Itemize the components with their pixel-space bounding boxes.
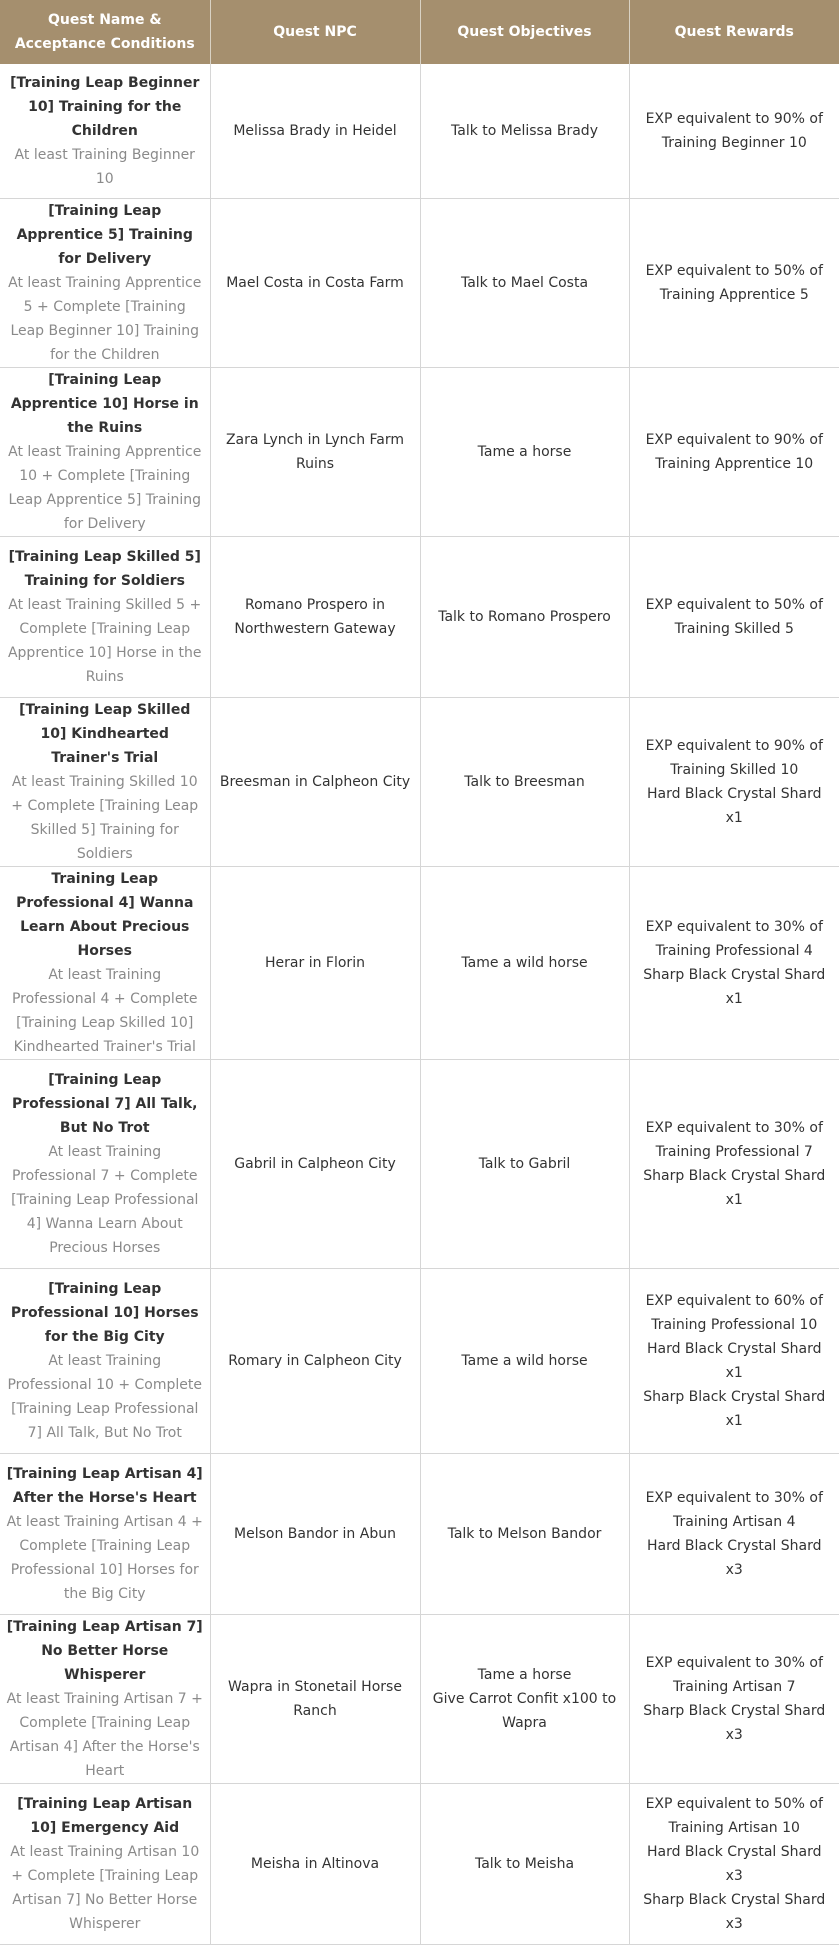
table-header (0, 0, 839, 64)
quest-objective: Tame a wild horse (461, 954, 588, 971)
quest-objectives-cell (420, 1268, 629, 1453)
quest-objective: Talk to Breesman (464, 773, 585, 790)
quest-objective: Tame a horse (477, 1666, 572, 1683)
quest-rewards-cell (629, 866, 839, 1059)
quest-name-cell (0, 866, 210, 1059)
quest-name-cell (0, 697, 210, 866)
quest-reward: EXP equivalent to 60% of Training Professional 10 (645, 1292, 823, 1333)
quest-name-cell (0, 1059, 210, 1268)
quest-objectives-cell (420, 64, 629, 198)
quest-reward: EXP equivalent to 50% of Training Apprentice 5 (645, 262, 823, 303)
quest-npc-cell: Meisha in Altinova (210, 1783, 420, 1944)
header-quest-objectives: Quest Objectives (420, 0, 629, 64)
quest-npc-cell: Breesman in Calpheon City (210, 697, 420, 866)
quest-reward: Hard Black Crystal Shard x1 (646, 785, 822, 826)
quest-rewards-cell (629, 64, 839, 198)
quest-rewards-cell (629, 1453, 839, 1614)
quest-reward: Sharp Black Crystal Shard x1 (643, 1388, 826, 1429)
quest-name-cell (0, 536, 210, 697)
quest-name-cell (0, 367, 210, 536)
quest-objective: Talk to Gabril (478, 1155, 571, 1172)
quest-reward: Sharp Black Crystal Shard x1 (643, 966, 826, 1007)
quest-reward: EXP equivalent to 50% of Training Skilled 5 (645, 596, 823, 637)
quest-reward: EXP equivalent to 30% of Training Artisan 7 (645, 1654, 823, 1695)
quest-name: [Training Leap Artisan 7] No Better Horse Whisperer (6, 1618, 203, 1683)
quest-reward: EXP equivalent to 90% of Training Apprentice 10 (645, 431, 823, 472)
quest-reward: EXP equivalent to 90% of Training Beginner 10 (645, 110, 823, 151)
quest-name-cell (0, 1453, 210, 1614)
quest-objectives-cell (420, 198, 629, 367)
quest-objectives-cell (420, 1614, 629, 1783)
quest-reward: EXP equivalent to 90% of Training Skilled 10 (645, 737, 823, 778)
quest-condition: At least Training Professional 4 + Complete [Training Leap Skilled 10] Kindhearted Trainer's Trial (11, 966, 198, 1055)
quest-objectives-cell (420, 1783, 629, 1944)
table-row (0, 1783, 839, 1944)
quest-name-cell (0, 64, 210, 198)
quest-objective: Talk to Meisha (474, 1855, 575, 1872)
quest-reward: Hard Black Crystal Shard x3 (646, 1843, 822, 1884)
quest-condition: At least Training Professional 7 + Complete [Training Leap Professional 4] Wanna Learn About Precious Horses (11, 1143, 199, 1256)
quest-reward: Sharp Black Crystal Shard x3 (643, 1891, 826, 1932)
quest-condition: At least Training Artisan 4 + Complete [Training Leap Professional 10] Horses for the Big City (6, 1513, 203, 1602)
quest-objectives-cell (420, 697, 629, 866)
quest-objective: Talk to Melissa Brady (451, 122, 598, 139)
quest-condition: At least Training Artisan 10 + Complete [Training Leap Artisan 7] No Better Horse Whisperer (10, 1843, 200, 1932)
quest-name: Training Leap Professional 4] Wanna Learn About Precious Horses (16, 870, 194, 959)
quest-reward: Sharp Black Crystal Shard x1 (643, 1167, 826, 1208)
header-quest-npc: Quest NPC (210, 0, 420, 64)
quest-objective: Give Carrot Confit x100 to Wapra (432, 1690, 617, 1731)
quest-rewards-cell (629, 1614, 839, 1783)
quest-name: [Training Leap Skilled 10] Kindhearted Trainer's Trial (19, 701, 191, 766)
quest-npc-cell: Romano Prospero in Northwestern Gateway (210, 536, 420, 697)
quest-reward: EXP equivalent to 50% of Training Artisan 10 (645, 1795, 823, 1836)
quest-npc-cell: Wapra in Stonetail Horse Ranch (210, 1614, 420, 1783)
quest-rewards-cell (629, 536, 839, 697)
quest-condition: At least Training Professional 10 + Complete [Training Leap Professional 7] All Talk, But No Trot (7, 1352, 202, 1441)
quest-reward: EXP equivalent to 30% of Training Professional 7 (645, 1119, 823, 1160)
quest-objectives-cell (420, 367, 629, 536)
quest-name: [Training Leap Artisan 4] After the Horse's Heart (6, 1465, 203, 1506)
quest-name: [Training Leap Apprentice 5] Training for Delivery (16, 202, 193, 267)
table-row (0, 536, 839, 697)
quest-rewards-cell (629, 367, 839, 536)
quest-npc-cell: Mael Costa in Costa Farm (210, 198, 420, 367)
quest-name-cell (0, 1268, 210, 1453)
quest-condition: At least Training Apprentice 10 + Complete [Training Leap Apprentice 5] Training for Delivery (8, 443, 202, 532)
quest-objective: Talk to Mael Costa (460, 274, 589, 291)
header-row (0, 0, 839, 64)
quest-reward: Hard Black Crystal Shard x3 (646, 1537, 822, 1578)
header-quest-rewards: Quest Rewards (629, 0, 839, 64)
quest-name-cell (0, 198, 210, 367)
table-body (0, 64, 839, 1944)
quest-name: [Training Leap Artisan 10] Emergency Aid (17, 1795, 193, 1836)
quest-condition: At least Training Artisan 7 + Complete [Training Leap Artisan 4] After the Horse's Heart (6, 1690, 203, 1779)
quest-objective: Tame a horse (477, 443, 572, 460)
quest-npc-cell: Zara Lynch in Lynch Farm Ruins (210, 367, 420, 536)
quest-rewards-cell (629, 1783, 839, 1944)
quest-objectives-cell (420, 866, 629, 1059)
quest-rewards-cell (629, 198, 839, 367)
quest-name: [Training Leap Professional 10] Horses for the Big City (10, 1280, 199, 1345)
quest-name: [Training Leap Professional 7] All Talk, But No Trot (12, 1071, 198, 1136)
quest-reward: EXP equivalent to 30% of Training Artisan 4 (645, 1489, 823, 1530)
quest-npc-cell: Romary in Calpheon City (210, 1268, 420, 1453)
quest-npc-cell: Melson Bandor in Abun (210, 1453, 420, 1614)
table-row (0, 697, 839, 866)
quest-objectives-cell (420, 1453, 629, 1614)
quest-condition: At least Training Apprentice 5 + Complete [Training Leap Beginner 10] Training for the Children (8, 274, 202, 363)
quest-rewards-cell (629, 1268, 839, 1453)
table-row (0, 1059, 839, 1268)
quest-name: [Training Leap Skilled 5] Training for Soldiers (8, 548, 201, 589)
quest-objective: Talk to Romano Prospero (438, 608, 611, 625)
quest-npc-cell: Melissa Brady in Heidel (210, 64, 420, 198)
quest-rewards-cell (629, 697, 839, 866)
quest-objectives-cell (420, 536, 629, 697)
quest-reward: Sharp Black Crystal Shard x3 (643, 1702, 826, 1743)
table-row (0, 1614, 839, 1783)
quest-reward: Hard Black Crystal Shard x1 (646, 1340, 822, 1381)
quest-name-cell (0, 1614, 210, 1783)
table-row (0, 64, 839, 198)
quest-npc-cell: Gabril in Calpheon City (210, 1059, 420, 1268)
quest-condition: At least Training Skilled 5 + Complete [Training Leap Apprentice 10] Horse in the Ruins (7, 596, 202, 685)
quest-reward: EXP equivalent to 30% of Training Professional 4 (645, 918, 823, 959)
quest-objectives-cell (420, 1059, 629, 1268)
table-row (0, 866, 839, 1059)
table-row (0, 367, 839, 536)
table-row (0, 1268, 839, 1453)
quest-name: [Training Leap Apprentice 10] Horse in the Ruins (10, 371, 199, 436)
quest-condition: At least Training Skilled 10 + Complete [Training Leap Skilled 5] Training for Soldiers (11, 773, 199, 862)
quest-objective: Tame a wild horse (461, 1352, 588, 1369)
quest-name-cell (0, 1783, 210, 1944)
table-row (0, 198, 839, 367)
quest-rewards-cell (629, 1059, 839, 1268)
quest-objective: Talk to Melson Bandor (447, 1525, 602, 1542)
table-row (0, 1453, 839, 1614)
quest-npc-cell: Herar in Florin (210, 866, 420, 1059)
header-quest-name: Quest Name & Acceptance Conditions (0, 0, 210, 64)
quest-condition: At least Training Beginner 10 (14, 146, 195, 187)
quest-name: [Training Leap Beginner 10] Training for the Children (10, 74, 200, 139)
